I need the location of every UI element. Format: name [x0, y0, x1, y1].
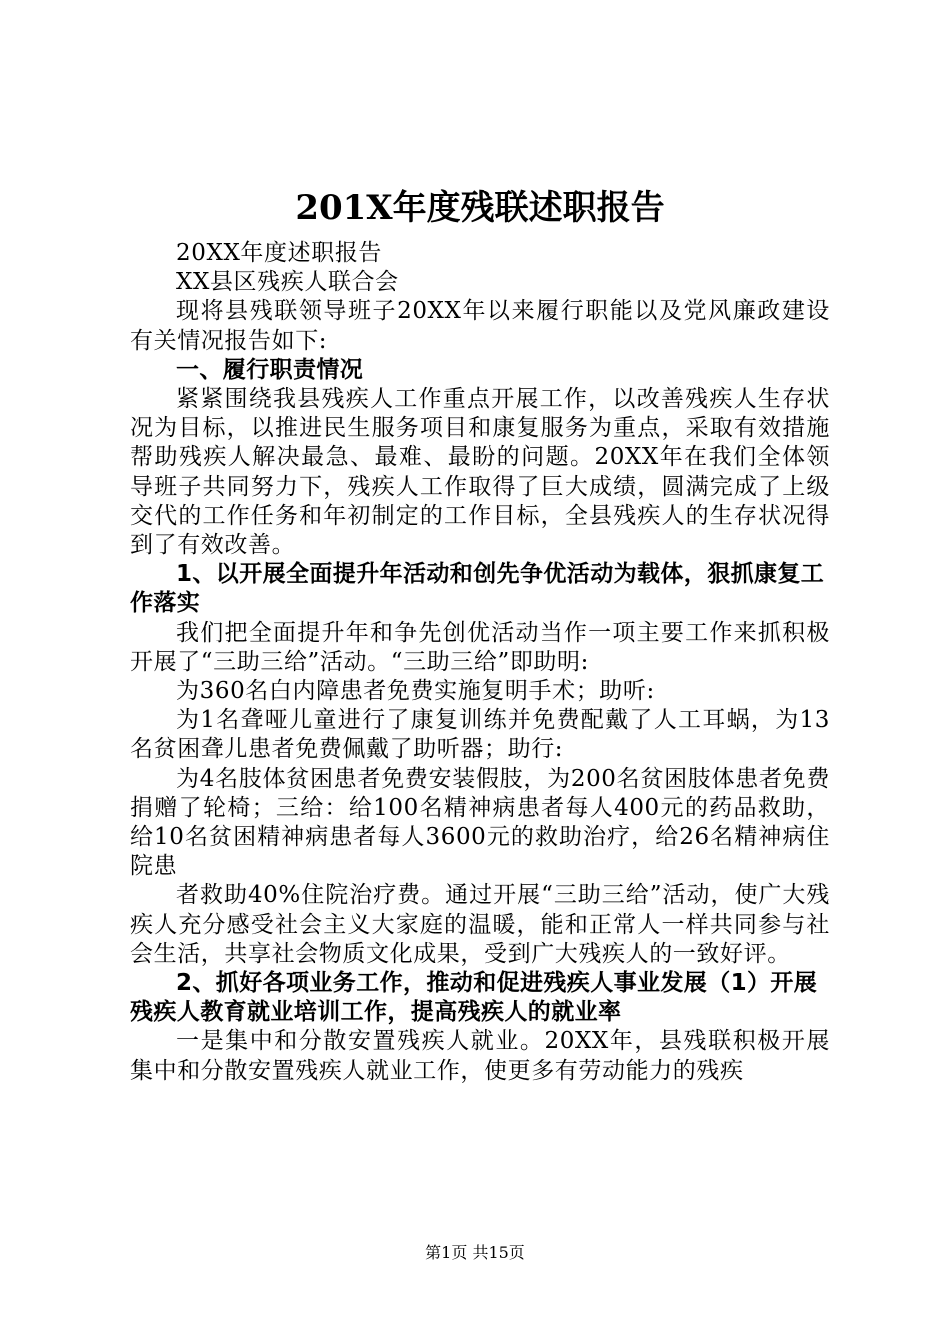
- paragraph-report-name: 20XX年度述职报告: [176, 240, 383, 266]
- paragraph-employment: 一是集中和分散安置残疾人就业。20XX年，县残联积极开展集中和分散安置残疾人就业工作，使更多有劳动能力的残疾: [130, 1028, 830, 1084]
- section-heading-duties: 一、履行职责情况: [176, 356, 364, 383]
- paragraph-duties-summary: 紧紧围绕我县残疾人工作重点开展工作，以改善残疾人生存状况为目标，以推进民生服务项目和康复服务为重点，采取有效措施帮助残疾人解决最急、最难、最盼的问题。20XX年在我们全体领导班子共同努力下，残疾人工作取得了巨大成绩，圆满完成了上级交代的工作任务和年初制定的工作目标，全县残疾人的生存状况得到了有效改善。: [130, 386, 830, 559]
- subsection-heading-rehab: 1、以开展全面提升年活动和创先争优活动为载体，狠抓康复工作落实: [130, 561, 825, 617]
- paragraph-help-hearing: 为1名聋哑儿童进行了康复训练并免费配戴了人工耳蜗，为13名贫困聋儿患者免费佩戴了助听器；助行:: [130, 707, 830, 763]
- subsection-heading-business: 2、抓好各项业务工作，推动和促进残疾人事业发展（1）开展残疾人教育就业培训工作，提高残疾人的就业率: [130, 970, 818, 1026]
- paragraph-three-helps: 我们把全面提升年和争先创优活动当作一项主要工作来抓积极开展了“三助三给”活动。“三助三给”即助明:: [130, 619, 830, 675]
- paragraph-intro: 现将县残联领导班子20XX年以来履行职能以及党风廉政建设有关情况报告如下:: [130, 298, 830, 354]
- paragraph-help-results: 者救助40%住院治疗费。通过开展“三助三给”活动，使广大残疾人充分感受社会主义大家庭的温暖，能和正常人一样共同参与社会生活，共享社会物质文化成果，受到广大残疾人的一致好评。: [130, 882, 830, 967]
- document-title: 201X年度残联述职报告: [295, 188, 665, 228]
- page-number-footer: 第1页 共15页: [425, 1243, 525, 1262]
- paragraph-organization: XX县区残疾人联合会: [176, 269, 399, 296]
- paragraph-help-sight: 为360名白内障患者免费实施复明手术；助听:: [176, 678, 655, 705]
- paragraph-help-walking: 为4名肢体贫困患者免费安装假肢，为200名贫困肢体患者免费捐赠了轮椅；三给：给100名精神病患者每人400元的药品救助，给10名贫困精神病患者每人3600元的救助治疗，给26名精神病住院患: [130, 765, 830, 880]
- document-body: [130, 183, 830, 1086]
